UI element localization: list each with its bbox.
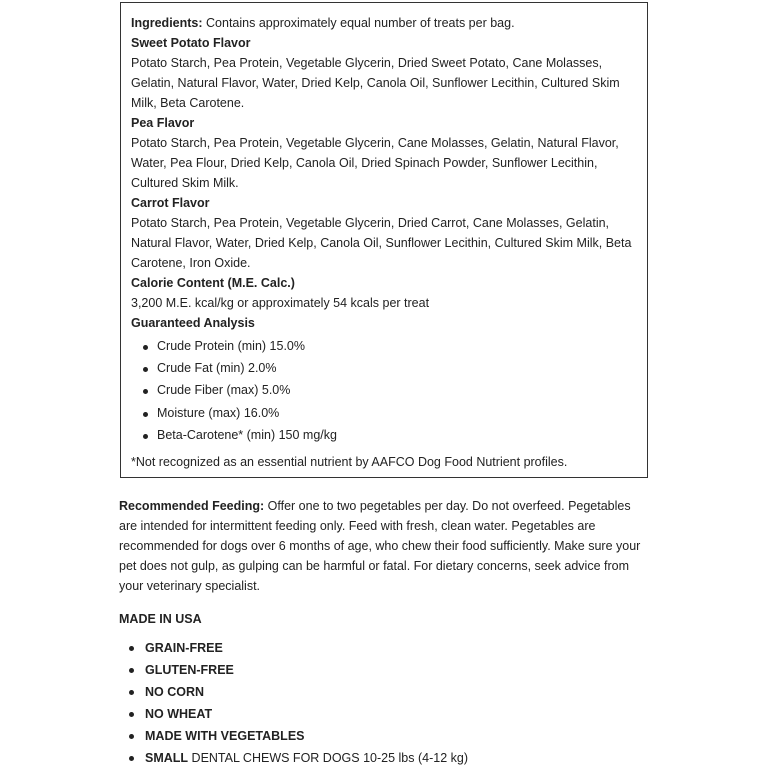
flavor-text-line: Water, Pea Flour, Dried Kelp, Canola Oil, Dried Spinach Powder, Sunflower Lecithin, [131, 156, 598, 170]
feature-item [119, 637, 468, 659]
ingredients-label: Ingredients: [131, 16, 203, 30]
feeding-line [119, 496, 659, 516]
analysis-item-text: Crude Fiber (max) 5.0% [157, 383, 291, 398]
bullet-icon [129, 646, 134, 651]
feature-item [119, 725, 468, 747]
analysis-item [131, 357, 637, 379]
feature-bold: SMALL [145, 751, 189, 765]
bullet-icon [143, 345, 148, 350]
bullet-icon [143, 412, 148, 417]
analysis-item-text: Crude Fat (min) 2.0% [157, 361, 277, 376]
feeding-text: Offer one to two pegetables per day. Do not overfeed. Pegetables [264, 499, 631, 513]
feature-item [119, 681, 468, 703]
feature-list [119, 637, 468, 769]
feeding-line: pet does not gulp, as gulping can be harmful or fatal. For dietary concerns, seek advice from [119, 559, 629, 573]
feature-bold: GLUTEN-FREE [145, 663, 234, 677]
feature-bold: GRAIN-FREE [145, 641, 223, 655]
flavor-text-line: Carotene, Iron Oxide. [131, 256, 251, 270]
flavor-text-line: Milk, Beta Carotene. [131, 96, 245, 110]
analysis-item-text: Crude Protein (min) 15.0% [157, 339, 305, 353]
bullet-icon [129, 668, 134, 673]
feeding-line: your veterinary specialist. [119, 579, 261, 593]
analysis-item-text: Beta-Carotene* (min) 150 mg/kg [157, 427, 337, 442]
made-in-usa: MADE IN USA [119, 612, 202, 626]
bullet-icon [129, 712, 134, 717]
feature-bold: NO CORN [145, 685, 205, 699]
ingredients-intro-text: Contains approximately equal number of treats per bag. [206, 16, 515, 30]
feature-item [119, 703, 468, 725]
calorie-text: 3,200 M.E. kcal/kg or approximately 54 kcals per treat [131, 296, 430, 310]
analysis-item [131, 402, 637, 424]
feature-item [119, 659, 468, 681]
ingredients-intro [131, 13, 637, 33]
ingredients-panel [120, 2, 648, 478]
feeding-label: Recommended Feeding: [119, 499, 265, 513]
flavor-text-line: Potato Starch, Pea Protein, Vegetable Glycerin, Dried Sweet Potato, Cane Molasses, [131, 56, 603, 70]
bullet-icon [129, 756, 134, 761]
bullet-icon [129, 690, 134, 695]
feature-rest: DENTAL CHEWS FOR DOGS 10-25 lbs (4-12 kg) [188, 751, 468, 765]
flavor-text-line: Potato Starch, Pea Protein, Vegetable Glycerin, Cane Molasses, Gelatin, Natural Flavor, [131, 136, 619, 150]
analysis-heading: Guaranteed Analysis [131, 316, 255, 330]
bullet-icon [143, 389, 148, 394]
bullet-icon [143, 367, 148, 372]
calorie-heading: Calorie Content (M.E. Calc.) [131, 276, 295, 290]
feature-bold: NO WHEAT [145, 707, 213, 721]
analysis-footnote: *Not recognized as an essential nutrient by AAFCO Dog Food Nutrient profiles. [131, 454, 568, 469]
feeding-line: are intended for intermittent feeding only. Feed with fresh, clean water. Pegetables are [119, 519, 596, 533]
analysis-item-text: Moisture (max) 16.0% [157, 405, 280, 420]
bullet-icon [143, 434, 148, 439]
feeding-paragraph [119, 496, 659, 596]
flavor-heading-sweet-potato: Sweet Potato Flavor [131, 36, 251, 50]
flavor-text-line: Cultured Skim Milk. [131, 176, 239, 190]
flavor-text-line: Potato Starch, Pea Protein, Vegetable Glycerin, Dried Carrot, Cane Molasses, Gelatin, [131, 216, 610, 230]
feeding-line: recommended for dogs over 6 months of age, who chew their food sufficiently. Make sure your [119, 539, 641, 553]
analysis-list [131, 335, 637, 446]
flavor-text-line: Natural Flavor, Water, Dried Kelp, Canola Oil, Sunflower Lecithin, Cultured Skim Milk, Beta [131, 236, 632, 250]
feature-bold: MADE WITH VEGETABLES [145, 729, 305, 743]
analysis-item [131, 379, 637, 401]
flavor-heading-carrot: Carrot Flavor [131, 196, 210, 210]
flavor-heading-pea: Pea Flavor [131, 116, 195, 130]
bullet-icon [129, 734, 134, 739]
flavor-text-line: Gelatin, Natural Flavor, Water, Dried Kelp, Canola Oil, Sunflower Lecithin, Cultured Skim [131, 76, 620, 90]
analysis-item [131, 335, 637, 357]
feature-item [119, 747, 468, 769]
analysis-item [131, 424, 637, 446]
